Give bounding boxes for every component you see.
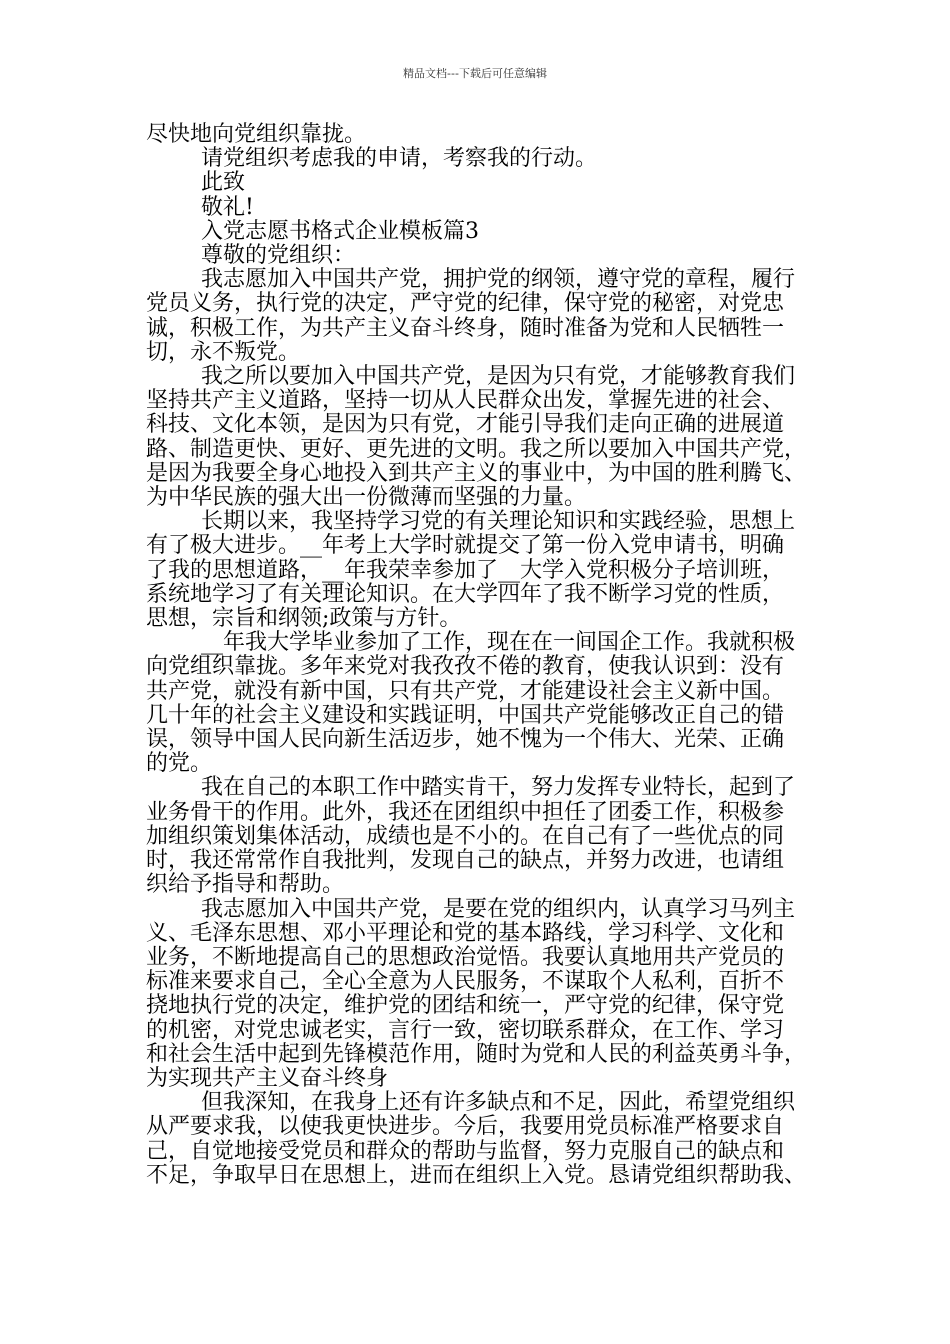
- text-line: 共产党，就没有新中国，只有共产党，才能建设社会主义新中国。: [146, 678, 785, 704]
- text-line: 路、制造更快、更好、更先进的文明。我之所以要加入中国共产党，: [146, 436, 807, 462]
- text-line: 标准来要求自己，全心全意为人民服务，不谋取个人私利，百折不: [146, 969, 785, 995]
- text-line: 时，我还常常作自我批判，发现自己的缺点，并努力改进，也请组: [146, 848, 785, 874]
- text-line: 尊敬的党组织：: [201, 243, 356, 269]
- text-line: 向党组织靠拢。多年来党对我孜孜不倦的教育，使我认识到：没有: [146, 654, 785, 680]
- text-line: 误，领导中国人民向新生活迈步，她不愧为一个伟大、光荣、正确: [146, 727, 785, 753]
- text-line: 我之所以要加入中国共产党，是因为只有党，才能够教育我们: [201, 364, 796, 390]
- text-line: __年我大学毕业参加了工作，现在在一间国企工作。我就积极: [201, 630, 796, 656]
- text-line: 我志愿加入中国共产党，是要在党的组织内，认真学习马列主: [201, 896, 796, 922]
- text-line: 敬礼!: [201, 194, 254, 220]
- text-line: 为中华民族的强大出一份微薄而坚强的力量。: [146, 485, 587, 511]
- text-line: 的党。: [146, 751, 213, 777]
- text-line: 诚，积极工作，为共产主义奋斗终身，随时准备为党和人民牺牲一: [146, 315, 785, 341]
- text-line: 不足，争取早日在思想上，进而在组织上入党。恳请党组织帮助我、: [146, 1162, 807, 1188]
- document-body: [146, 123, 811, 1188]
- paragraph: [146, 244, 811, 268]
- paragraph: [146, 365, 811, 510]
- text-line: 我志愿加入中国共产党，拥护党的纲领，遵守党的章程，履行: [201, 267, 796, 293]
- page-header: 精品文档---下载后可任意编辑: [403, 67, 547, 80]
- paragraph: [146, 147, 811, 171]
- text-line: 党员义务，执行党的决定，严守党的纪律，保守党的秘密，对党忠: [146, 291, 785, 317]
- text-line: 切，永不叛党。: [146, 339, 301, 365]
- text-line: 几十年的社会主义建设和实践证明，中国共产党能够改正自己的错: [146, 702, 785, 728]
- paragraph: [146, 220, 811, 244]
- text-line: 长期以来，我坚持学习党的有关理论知识和实践经验，思想上: [201, 509, 796, 535]
- paragraph: [146, 631, 811, 776]
- text-line: 了我的思想道路，__年我荣幸参加了__大学入党积极分子培训班，: [146, 557, 785, 583]
- text-line: 和社会生活中起到先锋模范作用，随时为党和人民的利益英勇斗争，: [146, 1041, 807, 1067]
- text-line: 尽快地向党组织靠拢。: [146, 122, 367, 147]
- text-line: 业务骨干的作用。此外，我还在团组织中担任了团委工作，积极参: [146, 799, 785, 825]
- paragraph: [146, 196, 811, 220]
- text-line: 我在自己的本职工作中踏实肯干，努力发挥专业特长，起到了: [201, 775, 796, 801]
- paragraph: [146, 268, 811, 365]
- text-line: 为实现共产主义奋斗终身: [146, 1065, 389, 1091]
- text-line: 入党志愿书格式企业模板篇3: [201, 218, 479, 244]
- text-line: 从严要求我，以使我更快进步。今后，我要用党员标准严格要求自: [146, 1114, 785, 1140]
- text-line: 坚持共产主义道路，坚持一切从人民群众出发，掌握先进的社会、: [146, 388, 785, 414]
- text-line: 己，自觉地接受党员和群众的帮助与监督，努力克服自己的缺点和: [146, 1138, 785, 1164]
- paragraph: [146, 510, 811, 631]
- text-line: 此致: [201, 170, 246, 196]
- paragraph: [146, 171, 811, 195]
- text-line: 的机密，对党忠诚老实，言行一致，密切联系群众，在工作、学习: [146, 1017, 785, 1043]
- text-line: 是因为我要全身心地投入到共产主义的事业中，为中国的胜利腾飞、: [146, 460, 807, 486]
- text-line: 加组织策划集体活动，成绩也是不小的。在自己有了一些优点的同: [146, 823, 785, 849]
- text-line: 织给予指导和帮助。: [146, 872, 345, 898]
- text-line: 系统地学习了有关理论知识。在大学四年了我不断学习党的性质，: [146, 581, 785, 607]
- paragraph: [146, 776, 811, 897]
- text-line: 但我深知，在我身上还有许多缺点和不足，因此，希望党组织: [201, 1090, 796, 1116]
- text-line: 请党组织考虑我的申请，考察我的行动。: [201, 146, 598, 172]
- paragraph: [146, 123, 811, 147]
- text-line: 义、毛泽东思想、邓小平理论和党的基本路线，学习科学、文化和: [146, 920, 785, 946]
- text-line: 业务，不断地提高自己的思想政治觉悟。我要认真地用共产党员的: [146, 944, 785, 970]
- paragraph: [146, 1091, 811, 1188]
- text-line: 科技、文化本领，是因为只有党，才能引导我们走向正确的进展道: [146, 412, 785, 438]
- text-line: 挠地执行党的决定，维护党的团结和统一，严守党的纪律，保守党: [146, 993, 785, 1019]
- paragraph: [146, 898, 811, 1092]
- text-line: 思想，宗旨和纲领;政策与方针。: [146, 606, 462, 632]
- text-line: 有了极大进步。__年考上大学时就提交了第一份入党申请书，明确: [146, 533, 785, 559]
